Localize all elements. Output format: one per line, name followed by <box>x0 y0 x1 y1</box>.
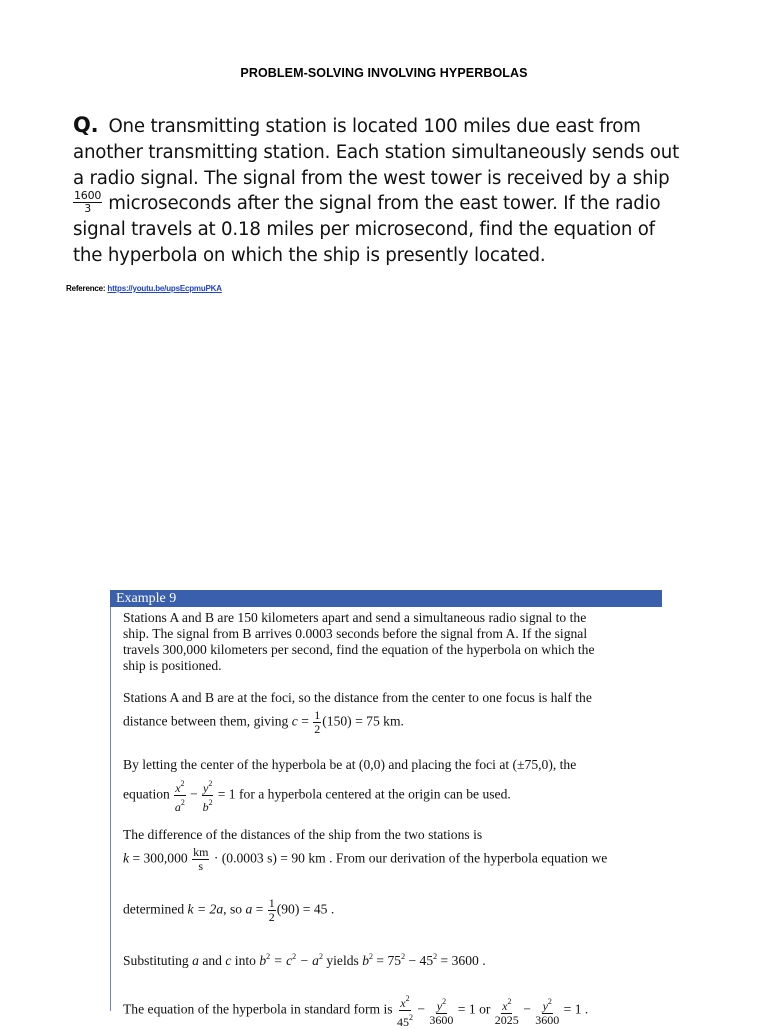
solution-text: Substituting <box>123 953 193 968</box>
fraction-denominator: $b^2$ <box>202 798 213 814</box>
math-text: · (0.0003 s) = 90 km . From our derivation of the hyperbola equation we <box>210 850 608 866</box>
solution-text: distance between them, giving <box>123 713 292 729</box>
math-text: = c <box>270 953 293 968</box>
fraction-numerator: $y^2$ <box>436 996 447 1013</box>
math-var: b <box>259 953 267 968</box>
fraction-numerator: $x^2$ <box>502 996 512 1013</box>
math-text: (150) = 75 km. <box>322 713 404 729</box>
solution-text: yields <box>322 953 363 968</box>
solution-line <box>123 897 334 924</box>
solution-text: equation <box>123 786 174 802</box>
solution-text: into <box>231 953 260 968</box>
fraction-denominator: 3600 <box>535 1012 560 1027</box>
question-line-6: the hyperbola on which the ship is presently located. <box>73 244 546 266</box>
question-text: One transmitting station is located 100 miles due east from <box>108 116 641 137</box>
fraction-denominator: 2 <box>268 910 275 924</box>
fraction-denominator: 2025 <box>494 1012 519 1027</box>
fraction-numerator: $y^2$ <box>542 996 552 1013</box>
fraction-numerator: 1 <box>314 708 321 722</box>
fraction-denominator: $a^2$ <box>174 798 185 814</box>
question-marker: Q. <box>73 113 99 137</box>
fraction-numerator: 1 <box>268 896 275 910</box>
math-fraction <box>268 897 276 924</box>
math-text: (90) = 45 . <box>276 901 335 917</box>
math-var: b <box>362 953 370 968</box>
math-fraction <box>313 709 321 736</box>
question-fraction <box>73 190 102 215</box>
solution-line <box>123 846 607 873</box>
question-line-1 <box>73 113 673 140</box>
fraction-denominator: 3 <box>84 201 91 215</box>
math-var: a <box>192 953 199 968</box>
fraction-denominator: 3600 <box>429 1012 454 1027</box>
math-text: = 75 <box>373 953 402 968</box>
math-text: = 300,000 <box>129 850 192 866</box>
math-fraction <box>535 995 559 1027</box>
solution-line: Stations A and B are at the foci, so the distance from the center to one focus is half the <box>123 690 592 705</box>
fraction-numerator: km <box>193 845 209 859</box>
solution-text: , so <box>223 901 246 917</box>
example-left-border <box>110 607 111 1011</box>
solution-line: By letting the center of the hyperbola be at (0,0) and placing the foci at (±75,0), the <box>123 757 577 772</box>
solution-line: Substituting a and c into $b^2 = c^2 - a^2$ yields $b^2 = 75^2 - 45^2 = 3600$ . <box>123 952 486 968</box>
solution-line <box>123 709 404 736</box>
math-fraction <box>429 995 453 1027</box>
fraction-numerator: $y^2$ <box>203 779 213 795</box>
example-box <box>110 590 662 1029</box>
page-title: PROBLEM-SOLVING INVOLVING HYPERBOLAS <box>240 66 528 80</box>
math-fraction <box>397 992 413 1029</box>
reference-link[interactable]: https://youtu.be/upsEcpmuPKA <box>107 284 222 293</box>
question-line-3: a radio signal. The signal from the west tower is received by a ship <box>73 167 670 189</box>
math-text: = 1 . <box>560 1001 589 1017</box>
question-text: microseconds after the signal from the east tower. If the radio <box>108 193 661 215</box>
solution-line: equation $\frac{x^2}{a^2}$ − $\frac{y^2}{b^2}$ = 1 for a hyperbola centered at the origin can be used. <box>123 779 511 814</box>
question-line-5: signal travels at 0.18 miles per microsecond, find the equation of <box>73 219 655 241</box>
math-fraction <box>192 846 209 873</box>
math-text: − 45 <box>405 953 434 968</box>
math-text: = 1 or <box>454 1001 494 1017</box>
question-line-2: another transmitting station. Each station simultaneously sends out <box>73 141 679 163</box>
math-op: = <box>297 713 313 729</box>
fraction-numerator: $x^2$ <box>400 994 410 1010</box>
math-expr: k = 2a <box>187 901 224 917</box>
math-fraction <box>202 777 213 814</box>
fraction-denominator: $45^2$ <box>396 1013 413 1029</box>
math-text: = 3600 . <box>437 953 486 968</box>
math-fraction <box>495 995 519 1027</box>
fraction-numerator: $x^2$ <box>175 779 185 795</box>
math-var: c <box>291 713 298 729</box>
solution-text: determined <box>123 901 188 917</box>
fraction-numerator: 1600 <box>74 188 102 202</box>
reference <box>66 284 222 293</box>
math-text: − a <box>296 953 319 968</box>
solution-line: The equation of the hyperbola in standard form is $\frac{x^2}{45^2}$ − $\frac{y^2}{3600}$ = 1 or $\frac{x^2}{2025}$ − $\frac{y^2}{3600}$ = 1 . <box>123 994 589 1029</box>
fraction-denominator: 2 <box>314 722 321 736</box>
example-problem-line: ship. The signal from B arrives 0.0003 seconds before the signal from A. If the signal <box>123 626 588 641</box>
reference-label: Reference: <box>66 284 106 293</box>
solution-text: = 1 for a hyperbola centered at the origin can be used. <box>214 786 511 802</box>
math-var: a <box>245 901 253 917</box>
example-header: Example 9 <box>110 590 662 607</box>
math-fraction <box>174 777 185 814</box>
question-line-4 <box>73 188 673 217</box>
example-problem-line: Stations A and B are 150 kilometers apart and send a simultaneous radio signal to the <box>123 610 587 625</box>
math-var: k <box>123 850 130 866</box>
solution-text: The equation of the hyperbola in standard form is <box>123 1001 396 1017</box>
question-block <box>73 113 679 269</box>
example-problem-line: travels 300,000 kilometers per second, find the equation of the hyperbola on which the <box>123 642 595 657</box>
math-op: = <box>252 901 267 917</box>
solution-text: and <box>198 953 226 968</box>
math-var: c <box>225 953 232 968</box>
solution-line: The difference of the distances of the ship from the two stations is <box>123 827 483 842</box>
example-problem-line: ship is positioned. <box>123 658 222 673</box>
fraction-denominator: s <box>198 859 204 873</box>
